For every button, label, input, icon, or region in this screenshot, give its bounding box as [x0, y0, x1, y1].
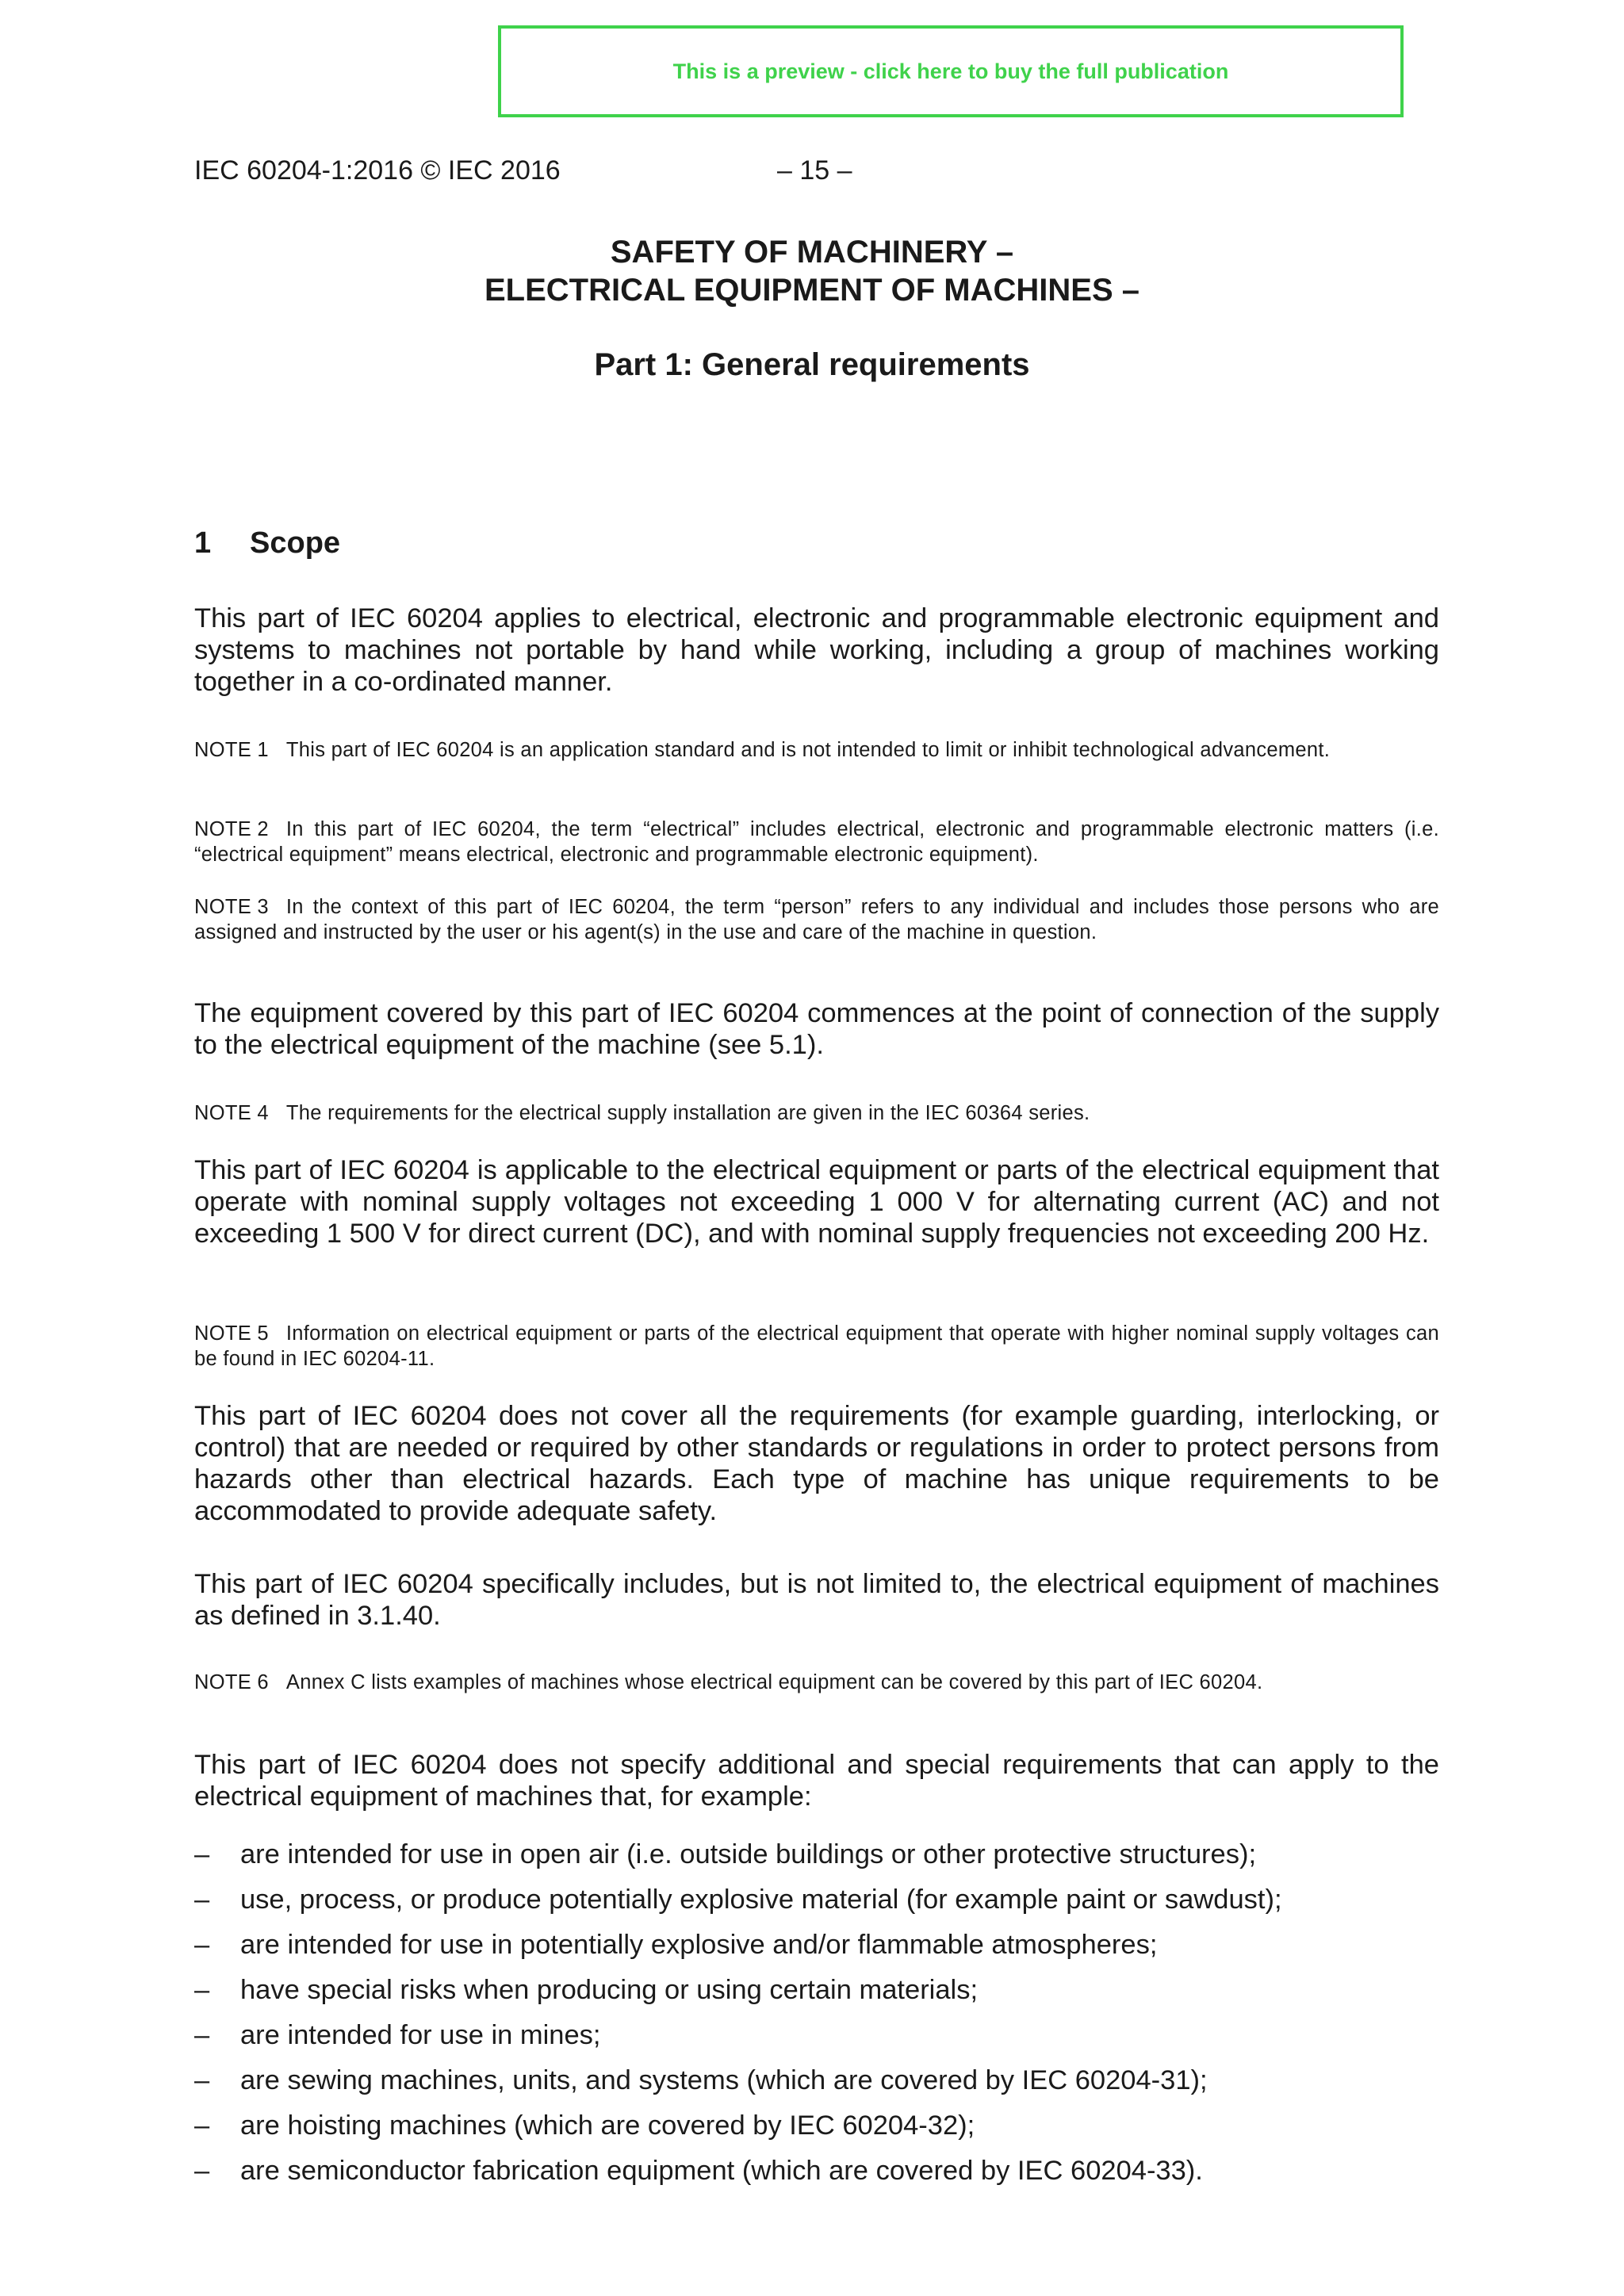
- list-dash: –: [194, 1930, 210, 1960]
- paragraph-2: The equipment covered by this part of IEC 60204 commences at the point of connection of the supply to the electrical equipment of the machine (see 5.1).: [194, 998, 1439, 1060]
- note-5: [194, 1321, 1439, 1372]
- list-dash: –: [194, 1975, 210, 2005]
- document-reference: IEC 60204-1:2016 © IEC 2016: [194, 155, 561, 186]
- list-item-text: are intended for use in open air (i.e. outside buildings or other protective structures);: [240, 1839, 1257, 1869]
- list-item: [194, 2019, 1439, 2051]
- note-4: [194, 1100, 1439, 1126]
- list-dash: –: [194, 2156, 210, 2186]
- note-text: This part of IEC 60204 is an application standard and is not intended to limit or inhibit technological advancement.: [285, 739, 1331, 761]
- list-item: [194, 2110, 1439, 2141]
- note-label: NOTE 6: [194, 1671, 269, 1693]
- list-dash: –: [194, 2020, 210, 2050]
- paragraph-6: This part of IEC 60204 does not specify additional and special requirements that can apply to the electrical equipment of machines that, for example:: [194, 1750, 1439, 1812]
- list-dash: –: [194, 2065, 210, 2095]
- list-dash: –: [194, 2110, 210, 2141]
- note-label: NOTE 1: [194, 739, 269, 761]
- title-line-1: SAFETY OF MACHINERY –: [610, 235, 1014, 270]
- note-3: [194, 894, 1439, 945]
- list-item-text: are semiconductor fabrication equipment (which are covered by IEC 60204-33).: [240, 2156, 1203, 2186]
- note-1: [194, 737, 1439, 763]
- note-label: NOTE 3: [194, 896, 269, 918]
- part-title: Part 1: General requirements: [594, 347, 1030, 382]
- list-item-text: are intended for use in mines;: [240, 2020, 601, 2050]
- note-label: NOTE 4: [194, 1102, 269, 1124]
- paragraph-4: This part of IEC 60204 does not cover all the requirements (for example guarding, interlocking, or control) that are needed or required by other standards or regulations in order to protect persons from hazards other than electrical hazards. Each type of machine has unique requirements to be accommodated to provide adequate safety.: [194, 1401, 1439, 1526]
- list-item-text: are intended for use in potentially explosive and/or flammable atmospheres;: [240, 1930, 1158, 1960]
- buy-full-publication-link[interactable]: This is a preview - click here to buy the full publication: [498, 25, 1404, 117]
- list-item-text: are hoisting machines (which are covered by IEC 60204-32);: [240, 2110, 975, 2141]
- section-heading: [194, 526, 340, 561]
- title-line-2: ELECTRICAL EQUIPMENT OF MACHINES –: [485, 273, 1139, 308]
- section-number: 1: [194, 526, 212, 560]
- section-title: Scope: [250, 526, 341, 560]
- note-2: [194, 817, 1439, 867]
- note-text: The requirements for the electrical supply installation are given in the IEC 60364 series.: [285, 1102, 1090, 1124]
- paragraph-1: This part of IEC 60204 applies to electrical, electronic and programmable electronic equipment and systems to machines not portable by hand while working, including a group of machines working together in a co-ordinated manner.: [194, 603, 1439, 697]
- paragraph-3: This part of IEC 60204 is applicable to the electrical equipment or parts of the electrical equipment that operate with nominal supply voltages not exceeding 1 000 V for alternating current (AC) and not exceeding 1 500 V for direct current (DC), and with nominal supply frequencies not exceeding 200 Hz.: [194, 1155, 1439, 1249]
- paragraph-5: This part of IEC 60204 specifically includes, but is not limited to, the electrical equipment of machines as defined in 3.1.40.: [194, 1569, 1439, 1631]
- list-dash: –: [194, 1839, 210, 1869]
- note-6: [194, 1670, 1439, 1695]
- note-text: In this part of IEC 60204, the term “electrical” includes electrical, electronic and programmable electronic matters (i.e. “electrical equipment” means electrical, electronic and programmable electronic equipment).: [194, 818, 1439, 866]
- note-text: Information on electrical equipment or parts of the electrical equipment that operate with higher nominal supply voltages can be found in IEC 60204-11.: [194, 1322, 1439, 1370]
- note-label: NOTE 5: [194, 1322, 269, 1345]
- page-number: – 15 –: [777, 155, 852, 186]
- list-item-text: are sewing machines, units, and systems (which are covered by IEC 60204-31);: [240, 2065, 1208, 2095]
- note-label: NOTE 2: [194, 818, 269, 840]
- note-text: Annex C lists examples of machines whose electrical equipment can be covered by this part of IEC 60204.: [285, 1671, 1263, 1693]
- list-item: [194, 1839, 1439, 1870]
- list-item-text: have special risks when producing or using certain materials;: [240, 1975, 979, 2005]
- list-item: [194, 2155, 1439, 2187]
- list-item-text: use, process, or produce potentially explosive material (for example paint or sawdust);: [240, 1885, 1282, 1915]
- list-item: [194, 1974, 1439, 2006]
- list-item: [194, 2064, 1439, 2096]
- list-item: [194, 1884, 1439, 1915]
- note-text: In the context of this part of IEC 60204, the term “person” refers to any individual and includes those persons who are assigned and instructed by the user or his agent(s) in the use and care of the machine in question.: [194, 896, 1439, 943]
- list-item: [194, 1929, 1439, 1961]
- list-dash: –: [194, 1885, 210, 1915]
